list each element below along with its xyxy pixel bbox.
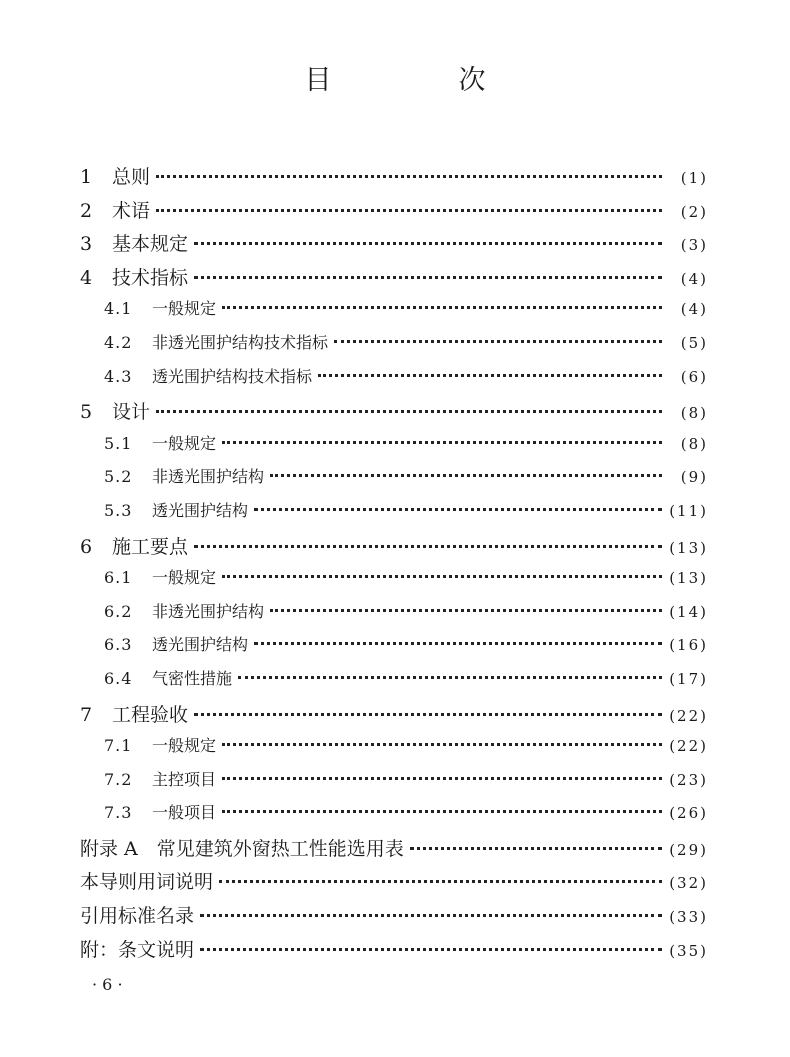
toc-entry-number: 6.1 [104,568,133,588]
toc-leader-dots [194,242,662,245]
toc-leader-dots [156,410,662,413]
toc-entry-title: 非透光围护结构技术指标 [152,332,329,352]
toc-entry-number: 7.3 [104,803,133,823]
toc-entry-page: (4) [680,300,708,319]
toc-entry-page: (32) [669,874,708,893]
toc-entry-number: 4.1 [104,299,133,319]
toc-entry[interactable] [80,867,708,901]
toc-entry-page: (33) [669,908,708,927]
toc-entry-title: 非透光围护结构 [152,467,265,487]
toc-entry-title: 一般规定 [152,433,217,453]
toc-entry-page: (8) [680,404,708,423]
toc-entry-number: 1 [80,166,93,188]
toc-entry-page: (6) [680,367,708,386]
toc-entry[interactable] [80,263,708,297]
toc-entry[interactable] [80,196,708,230]
toc-entry-title: 附：条文说明 [80,938,195,961]
toc-entry[interactable] [80,800,708,834]
toc-leader-dots [254,642,662,645]
toc-leader-dots [156,209,662,212]
toc-entry-page: (16) [669,636,708,655]
toc-entry-title: 附录 A 常见建筑外窗热工性能选用表 [80,837,404,860]
toc-entry-page: (26) [669,804,708,823]
toc-entry-number: 6 [80,535,93,558]
toc-entry[interactable] [80,364,708,398]
toc-entry-number: 5 [80,401,93,424]
toc-entry-title: 非透光围护结构 [152,601,265,621]
toc-entry-page: (3) [680,236,708,255]
toc-leader-dots [334,340,662,343]
toc-entry-title: 一般规定 [152,568,217,588]
toc-entry-title: 引用标准名录 [80,905,195,928]
toc-entry-number: 6.3 [104,635,133,655]
toc-entry-title: 透光围护结构技术指标 [152,366,313,386]
toc-leader-dots [194,713,662,716]
toc-entry-number: 6.2 [104,601,133,621]
toc-entry[interactable] [80,296,708,330]
toc-entry[interactable] [80,666,708,700]
toc-entry-page: (14) [669,602,708,621]
toc-entry-page: (22) [669,737,708,756]
toc-entry-title: 一般规定 [152,299,217,319]
toc-leader-dots [222,810,662,813]
toc-entry[interactable] [80,229,708,263]
toc-entry-title: 技术指标 [112,266,189,289]
toc-leader-dots [318,374,662,377]
toc-leader-dots [219,880,662,883]
table-of-contents [80,162,708,968]
toc-entry[interactable] [80,565,708,599]
toc-entry-number: 7.2 [104,769,133,789]
toc-entry-title: 术语 [112,199,151,222]
toc-entry-title: 透光围护结构 [152,500,249,520]
toc-entry[interactable] [80,162,708,196]
toc-leader-dots [238,676,662,679]
toc-entry-page: (4) [680,269,708,288]
toc-entry-page: (29) [669,840,708,859]
toc-entry-title: 一般规定 [152,736,217,756]
toc-entry[interactable] [80,834,708,868]
toc-leader-dots [200,914,662,917]
toc-entry-number: 5.2 [104,467,133,487]
toc-leader-dots [270,474,662,477]
toc-entry-number: 3 [80,233,93,256]
toc-leader-dots [222,441,662,444]
toc-leader-dots [254,508,662,511]
toc-leader-dots [222,575,662,578]
toc-entry-page: (13) [669,538,708,557]
toc-entry-page: (35) [669,941,708,960]
toc-entry-page: (11) [669,501,708,520]
toc-leader-dots [222,306,662,309]
toc-leader-dots [222,777,662,780]
toc-entry-title: 气密性措施 [152,668,233,688]
toc-entry-title: 施工要点 [112,535,189,558]
toc-entry-page: (17) [669,669,708,688]
toc-entry-number: 7.1 [104,736,133,756]
toc-entry-number: 7 [80,703,93,726]
page-number: · 6 · [92,975,123,994]
toc-entry-title: 工程验收 [112,703,189,726]
toc-entry-page: (23) [669,770,708,789]
toc-leader-dots [270,609,662,612]
page-title: 目 次 [304,65,536,96]
toc-entry-page: (22) [669,706,708,725]
toc-entry[interactable] [80,767,708,801]
toc-leader-dots [200,948,662,951]
toc-leader-dots [222,743,662,746]
toc-entry-page: (1) [680,169,708,187]
toc-leader-dots [156,175,662,178]
toc-entry-number: 5.3 [104,500,133,520]
toc-entry[interactable] [80,464,708,498]
toc-entry[interactable] [80,733,708,767]
toc-entry-page: (8) [680,434,708,453]
toc-entry-number: 4.2 [104,332,133,352]
toc-entry-page: (2) [680,202,708,221]
toc-entry[interactable] [80,498,708,532]
toc-entry-title: 本导则用词说明 [80,871,214,894]
toc-leader-dots [194,276,662,279]
toc-entry[interactable] [80,700,708,734]
toc-entry-title: 透光围护结构 [152,635,249,655]
toc-entry[interactable] [80,397,708,431]
toc-entry-title: 基本规定 [112,233,189,256]
toc-entry-number: 4 [80,266,93,289]
toc-entry-number: 2 [80,199,93,222]
toc-entry-number: 6.4 [104,668,133,688]
toc-entry-page: (9) [680,468,708,487]
toc-entry[interactable] [80,532,708,566]
toc-entry[interactable] [80,935,708,969]
toc-entry[interactable] [80,599,708,633]
toc-entry-title: 设计 [112,401,151,424]
toc-entry[interactable] [80,330,708,364]
toc-entry-number: 5.1 [104,433,133,453]
toc-entry[interactable] [80,431,708,465]
toc-entry[interactable] [80,632,708,666]
toc-entry-title: 总则 [112,166,151,188]
toc-entry-page: (13) [669,569,708,588]
toc-entry-number: 4.3 [104,366,133,386]
toc-entry-title: 一般项目 [152,803,217,823]
toc-entry-page: (5) [680,333,708,352]
toc-leader-dots [194,545,662,548]
toc-leader-dots [410,847,662,850]
toc-entry[interactable] [80,901,708,935]
toc-entry-title: 主控项目 [152,769,217,789]
